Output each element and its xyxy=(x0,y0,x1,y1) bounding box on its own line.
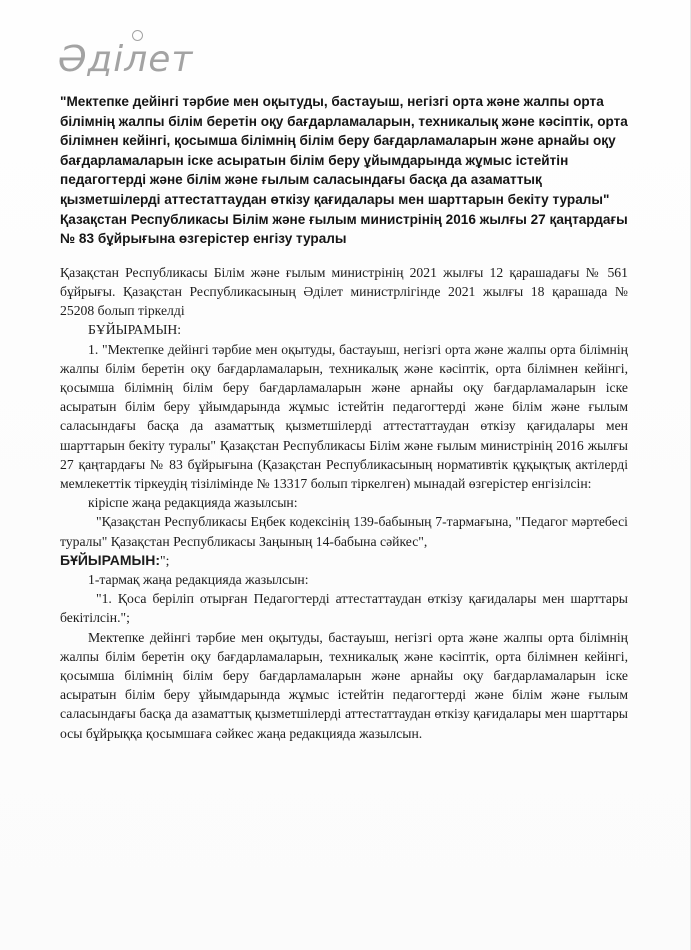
logo-dot-icon xyxy=(132,30,143,41)
preamble-orders: БҰЙЫРАМЫН: xyxy=(60,551,160,568)
preamble-quote xyxy=(60,512,628,570)
item-1-paragraph: 1. "Мектепке дейінгі тәрбие мен оқытуды, бастауыш, негізгі орта және жалпы орта білімнің жалпы білім беретін оқу бағдарламаларын, техникалық және кәсіптік, орта білімнен кейінгі, қосымша білімнің білім беру бағдарламаларын және арнайы оқу бағдарламаларын іске асыратын білім беру ұйымдарында жұмыс істейтін педагогтерді және білім және ғылым саласындағы басқа да азаматтық қызметшілерді аттестаттаудан өткізу қағидалары мен шарттарын бекіту туралы" Қазақстан Республикасы Білім және ғылым министрінің 2016 жылғы 27 қаңтардағы № 83 бұйрығына (Қазақстан Республикасының нормативтік құқықтық актілерді мемлекеттік тіркеудің тізілімінде № 13317 болып тіркелген) мынадай өзгерістер енгізілсін: xyxy=(60,341,628,491)
intro-paragraph: Қазақстан Республикасы Білім және ғылым министрінің 2021 жылғы 12 қарашадағы № 561 бұйрығы. Қазақстан Республикасының Әділет министрлігінде 2021 жылғы 18 қарашада № 25208 болып тіркелді xyxy=(60,264,628,319)
preamble-tail: "; xyxy=(159,552,170,568)
document-title: "Мектепке дейінгі тәрбие мен оқытуды, бастауыш, негізгі орта және жалпы орта білімнің жалпы білім беретін оқу бағдарламаларын, техникалық және кәсіптік, орта білімнен кейінгі, қосымша білімнің білім беру бағдарламаларын және арнайы оқу бағдарламаларын іске асыратын білім беру ұйымдарында жұмыс істейтін педагогтерді және білім және ғылым саласындағы басқа да азаматтық қызметшілерді аттестаттаудан өткізу қағидалары мен шарттарын бекіту туралы" Қазақстан Республикасы Білім және ғылым министрінің 2016 жылғы 27 қаңтардағы № 83 бұйрығына өзгерістер енгізу туралы xyxy=(60,94,628,247)
orders-heading: БҰЙЫРАМЫН: xyxy=(88,322,182,338)
adilet-logo xyxy=(58,38,193,78)
preamble-quote-text: "Қазақстан Республикасы Еңбек кодексінің 139-бабының 7-тармағына, "Педагог мәртебесі туралы" Қазақстан Республикасы Заңының 14-бабына сәйкес", xyxy=(60,514,628,549)
point-1-quote: "1. Қоса беріліп отырған Педагогтерді аттестаттаудан өткізу қағидалары мен шарттары бекітілсін."; xyxy=(60,591,628,626)
document-body xyxy=(60,92,628,743)
preamble-label: кіріспе жаңа редакцияда жазылсын: xyxy=(88,495,298,511)
point-1-label: 1-тармақ жаңа редакцияда жазылсын: xyxy=(88,572,309,587)
final-paragraph: Мектепке дейінгі тәрбие мен оқытуды, бастауыш, негізгі орта және жалпы орта білімнің жалпы білім беретін оқу бағдарламаларын, техникалық және кәсіптік, орта білімнен кейінгі, қосымша білімнің білім беру бағдарламаларын және арнайы оқу бағдарламаларын іске асыратын білім беру ұйымдарында жұмыс істейтін педагогтерді және білім және ғылым саласындағы басқа да азаматтық қызметшілерді аттестаттаудан өткізу қағидалары мен шарттары осы бұйрыққа қосымшаға сәйкес жаңа редакцияда жазылсын. xyxy=(60,629,628,741)
logo-text: Әділет xyxy=(58,39,194,80)
